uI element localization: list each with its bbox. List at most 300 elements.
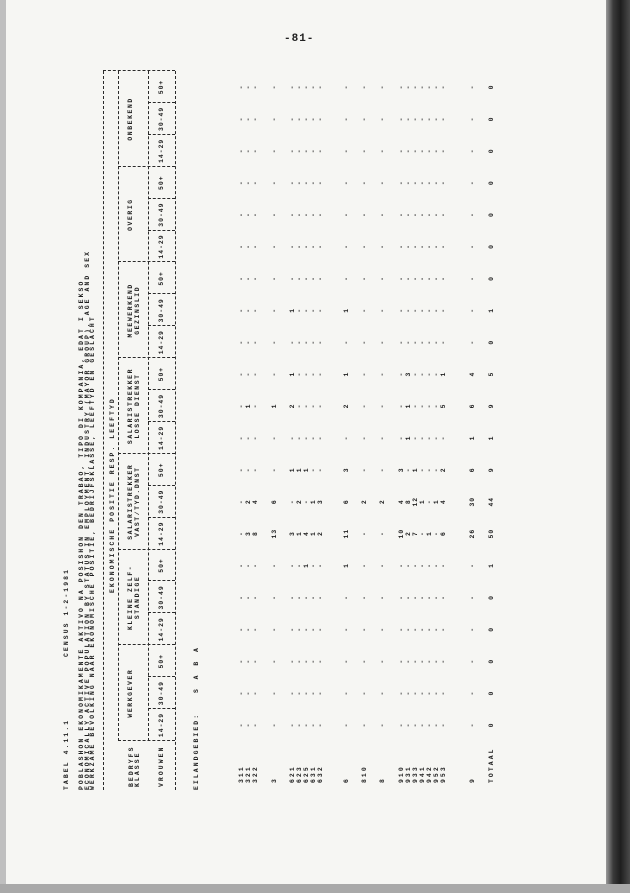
group-header-rule bbox=[118, 71, 119, 741]
table-cell: 1 bbox=[296, 467, 303, 473]
table-cell: - bbox=[433, 594, 440, 600]
table-cell: 5 bbox=[488, 371, 495, 377]
table-cell: - bbox=[289, 626, 296, 632]
table-cell: - bbox=[343, 148, 350, 154]
table-cell: - bbox=[303, 212, 310, 218]
table-cell: - bbox=[238, 148, 245, 154]
table-cell: 9 bbox=[488, 403, 495, 409]
row-label: 322 bbox=[252, 765, 259, 783]
table-cell: - bbox=[310, 594, 317, 600]
table-cell: - bbox=[252, 307, 259, 313]
age-label: 50+ bbox=[158, 653, 165, 669]
table-cell: - bbox=[252, 563, 259, 568]
table-cell: - bbox=[252, 116, 259, 122]
table-cell: - bbox=[289, 499, 296, 505]
table-cell: - bbox=[303, 658, 310, 664]
table-cell: - bbox=[469, 722, 476, 728]
table-cell: - bbox=[361, 626, 368, 632]
table-cell: 8 bbox=[405, 499, 412, 505]
table-cell: 0 bbox=[488, 594, 495, 600]
table-cell: - bbox=[343, 626, 350, 632]
group-name: ONBEKEND bbox=[127, 97, 134, 141]
table-cell: - bbox=[469, 594, 476, 600]
age-separator bbox=[148, 325, 175, 326]
table-cell: - bbox=[412, 563, 419, 568]
table-cell: 4 bbox=[252, 499, 259, 505]
table-cell: - bbox=[361, 690, 368, 696]
table-cell: 0 bbox=[488, 690, 495, 696]
age-separator bbox=[148, 230, 175, 231]
row-label: 311 bbox=[238, 765, 245, 783]
table-cell: - bbox=[289, 212, 296, 218]
table-cell: - bbox=[238, 116, 245, 122]
table-cell: - bbox=[303, 722, 310, 728]
table-cell: - bbox=[379, 116, 386, 122]
table-cell: - bbox=[440, 658, 447, 664]
table-cell: - bbox=[419, 403, 426, 409]
table-cell: - bbox=[245, 148, 252, 154]
table-cell: 4 bbox=[469, 371, 476, 377]
table-cell: - bbox=[271, 626, 278, 632]
table-cell: - bbox=[426, 116, 433, 122]
table-cell: - bbox=[379, 563, 386, 568]
table-cell: - bbox=[398, 180, 405, 186]
table-cell: - bbox=[379, 371, 386, 377]
table-cell: - bbox=[317, 594, 324, 600]
table-cell: - bbox=[252, 722, 259, 728]
table-cell: - bbox=[317, 307, 324, 313]
age-label: 30-49 bbox=[158, 585, 165, 610]
table-cell: 1 bbox=[488, 563, 495, 568]
table-cell: - bbox=[405, 563, 412, 568]
table-cell: - bbox=[245, 371, 252, 377]
table-cell: - bbox=[271, 435, 278, 441]
table-cell: - bbox=[238, 180, 245, 186]
table-cell: - bbox=[433, 403, 440, 409]
table-cell: - bbox=[271, 148, 278, 154]
group-name: OVERIG bbox=[127, 198, 134, 231]
table-cell: - bbox=[303, 626, 310, 632]
table-cell: - bbox=[398, 339, 405, 345]
group-separator bbox=[118, 262, 175, 263]
table-cell: - bbox=[361, 371, 368, 377]
table-cell: 0 bbox=[488, 658, 495, 664]
table-cell: - bbox=[419, 275, 426, 281]
table-cell: - bbox=[405, 658, 412, 664]
table-cell: - bbox=[317, 690, 324, 696]
age-separator bbox=[148, 676, 175, 677]
table-cell: - bbox=[440, 180, 447, 186]
table-cell: - bbox=[310, 84, 317, 90]
table-cell: - bbox=[303, 690, 310, 696]
page-number: -81- bbox=[284, 33, 315, 45]
table-cell: - bbox=[245, 244, 252, 249]
table-cell: - bbox=[412, 371, 419, 377]
table-cell: - bbox=[343, 722, 350, 728]
table-cell: - bbox=[238, 244, 245, 249]
table-cell: - bbox=[433, 371, 440, 377]
table-cell: - bbox=[361, 148, 368, 154]
table-cell: 1 bbox=[426, 531, 433, 537]
table-cell: - bbox=[379, 180, 386, 186]
table-cell: - bbox=[271, 275, 278, 281]
table-cell: - bbox=[310, 275, 317, 281]
table-cell: - bbox=[426, 403, 433, 409]
table-cell: - bbox=[361, 531, 368, 537]
table-cell: - bbox=[419, 467, 426, 473]
table-cell: - bbox=[343, 244, 350, 249]
table-cell: - bbox=[303, 594, 310, 600]
table-cell: 1 bbox=[469, 435, 476, 441]
table-cell: - bbox=[310, 212, 317, 218]
age-separator bbox=[148, 485, 175, 486]
table-cell: - bbox=[398, 658, 405, 664]
group-name-line2: VAST/TYD.DNST bbox=[134, 466, 141, 538]
table-cell: - bbox=[317, 658, 324, 664]
table-cell: 6 bbox=[343, 499, 350, 505]
table-cell: - bbox=[238, 690, 245, 696]
age-label: 50+ bbox=[158, 558, 165, 573]
table-cell: - bbox=[245, 116, 252, 122]
table-cell: - bbox=[379, 658, 386, 664]
title-dutch: WERKZAME BEVOLKING NAAR EKONOMISCHE POSITIE, BEDRIJFSKLASSE, LEEFTYD EN GESLACHT bbox=[89, 315, 96, 790]
table-cell: - bbox=[440, 722, 447, 728]
table-cell: - bbox=[289, 116, 296, 122]
table-cell: - bbox=[271, 244, 278, 249]
age-label: 30-49 bbox=[158, 202, 165, 227]
table-cell: - bbox=[271, 371, 278, 377]
table-cell: - bbox=[317, 244, 324, 249]
group-separator bbox=[118, 644, 175, 645]
table-cell: 6 bbox=[271, 499, 278, 505]
age-label: 14-29 bbox=[158, 425, 165, 450]
table-cell: - bbox=[317, 212, 324, 218]
table-cell: - bbox=[245, 435, 252, 441]
table-cell: - bbox=[405, 690, 412, 696]
table-cell: - bbox=[419, 658, 426, 664]
table-cell: - bbox=[271, 690, 278, 696]
group-separator bbox=[118, 357, 175, 358]
table-cell: - bbox=[361, 84, 368, 90]
table-cell: 8 bbox=[252, 531, 259, 537]
table-cell: 1 bbox=[412, 467, 419, 473]
row-label: 632 bbox=[317, 765, 324, 783]
table-cell: - bbox=[271, 116, 278, 122]
table-cell: - bbox=[419, 244, 426, 249]
group-name: MEEWERKEND bbox=[127, 283, 134, 338]
table-cell: - bbox=[343, 116, 350, 122]
table-cell: - bbox=[289, 722, 296, 728]
table-cell: 3 bbox=[398, 467, 405, 473]
table-cell: - bbox=[289, 84, 296, 90]
row-label: 933 bbox=[412, 765, 419, 783]
group-name-line2: LOSSE DIENST bbox=[134, 373, 141, 439]
table-cell: - bbox=[426, 435, 433, 441]
table-cell: 6 bbox=[469, 467, 476, 473]
table-cell: - bbox=[296, 435, 303, 441]
table-cell: - bbox=[310, 307, 317, 313]
table-cell: 2 bbox=[343, 403, 350, 409]
table-cell: - bbox=[405, 307, 412, 313]
table-cell: - bbox=[310, 148, 317, 154]
table-cell: - bbox=[361, 722, 368, 728]
table-cell: - bbox=[296, 563, 303, 568]
table-cell: - bbox=[238, 307, 245, 313]
table-cell: - bbox=[289, 148, 296, 154]
table-cell: - bbox=[303, 403, 310, 409]
row-header-line1: BEDRYFS bbox=[128, 745, 135, 787]
table-cell: - bbox=[252, 84, 259, 90]
table-cell: 1 bbox=[303, 563, 310, 568]
table-cell: - bbox=[310, 180, 317, 186]
row-label: 952 bbox=[433, 765, 440, 783]
table-cell: - bbox=[245, 339, 252, 345]
table-cell: - bbox=[310, 467, 317, 473]
table-cell: - bbox=[238, 212, 245, 218]
table-cell: - bbox=[317, 84, 324, 90]
table-cell: - bbox=[343, 594, 350, 600]
table-cell: 6 bbox=[440, 531, 447, 537]
table-cell: - bbox=[419, 594, 426, 600]
table-cell: 26 bbox=[469, 528, 476, 539]
table-cell: - bbox=[440, 339, 447, 345]
table-cell: - bbox=[433, 435, 440, 441]
table-cell: - bbox=[405, 212, 412, 218]
table-cell: - bbox=[317, 339, 324, 345]
table-cell: - bbox=[303, 244, 310, 249]
table-cell: - bbox=[303, 116, 310, 122]
table-cell: - bbox=[252, 403, 259, 409]
table-cell: 0 bbox=[488, 148, 495, 154]
table-cell: - bbox=[271, 212, 278, 218]
table-cell: - bbox=[398, 116, 405, 122]
table-cell: 2 bbox=[405, 531, 412, 537]
table-cell: - bbox=[343, 690, 350, 696]
table-cell: - bbox=[310, 339, 317, 345]
row-label: 3 bbox=[271, 777, 278, 783]
table-cell: - bbox=[361, 212, 368, 218]
table-cell: - bbox=[469, 275, 476, 281]
table-cell: - bbox=[310, 563, 317, 568]
table-cell: - bbox=[245, 212, 252, 218]
table-cell: - bbox=[412, 339, 419, 345]
row-label: 953 bbox=[440, 765, 447, 783]
table-cell: - bbox=[398, 275, 405, 281]
row-label: 8 bbox=[379, 777, 386, 783]
table-cell: - bbox=[398, 594, 405, 600]
table-cell: - bbox=[433, 339, 440, 345]
table-cell: 0 bbox=[488, 116, 495, 122]
table-cell: 4 bbox=[440, 499, 447, 505]
table-cell: - bbox=[310, 371, 317, 377]
table-cell: - bbox=[405, 244, 412, 249]
table-cell: - bbox=[379, 148, 386, 154]
table-cell: - bbox=[303, 307, 310, 313]
island-name: S A B A bbox=[193, 645, 200, 693]
table-cell: - bbox=[426, 180, 433, 186]
group-header: EKONOMISCHE POSITIE RESP. LEEFTYD bbox=[109, 397, 116, 593]
table-cell: 44 bbox=[488, 496, 495, 507]
table-cell: 30 bbox=[469, 496, 476, 507]
table-cell: - bbox=[343, 435, 350, 441]
table-cell: - bbox=[426, 594, 433, 600]
age-label: 30-49 bbox=[158, 106, 165, 131]
row-header-separator bbox=[118, 740, 175, 741]
table-cell: - bbox=[469, 212, 476, 218]
table-cell: - bbox=[469, 563, 476, 568]
table-cell: 2 bbox=[296, 499, 303, 505]
table-cell: - bbox=[379, 84, 386, 90]
table-cell: - bbox=[238, 499, 245, 505]
table-cell: 2 bbox=[361, 499, 368, 505]
table-cell: - bbox=[310, 626, 317, 632]
table-cell: - bbox=[296, 244, 303, 249]
table-cell: - bbox=[245, 658, 252, 664]
row-label: TOTAAL bbox=[488, 747, 495, 783]
table-cell: - bbox=[398, 563, 405, 568]
table-cell: - bbox=[252, 626, 259, 632]
table-cell: - bbox=[317, 626, 324, 632]
age-label: 14-29 bbox=[158, 234, 165, 259]
age-label: 50+ bbox=[158, 271, 165, 286]
table-cell: - bbox=[469, 307, 476, 313]
row-label: 9 bbox=[469, 777, 476, 783]
table-cell: - bbox=[398, 307, 405, 313]
table-cell: - bbox=[252, 339, 259, 345]
table-cell: - bbox=[296, 84, 303, 90]
table-cell: - bbox=[405, 275, 412, 281]
age-separator bbox=[148, 612, 175, 613]
table-cell: 1 bbox=[343, 563, 350, 568]
table-cell: - bbox=[426, 467, 433, 473]
table-cell: - bbox=[271, 307, 278, 313]
table-cell: - bbox=[296, 658, 303, 664]
table-cell: 3 bbox=[343, 467, 350, 473]
age-separator bbox=[148, 517, 175, 518]
table-cell: - bbox=[412, 658, 419, 664]
table-cell: - bbox=[440, 626, 447, 632]
table-cell: - bbox=[469, 690, 476, 696]
table-cell: - bbox=[245, 307, 252, 313]
table-cell: - bbox=[426, 244, 433, 249]
table-cell: - bbox=[440, 212, 447, 218]
group-separator bbox=[118, 453, 175, 454]
table-cell: - bbox=[289, 435, 296, 441]
table-cell: - bbox=[379, 275, 386, 281]
table-cell: - bbox=[343, 212, 350, 218]
table-cell: - bbox=[296, 722, 303, 728]
table-cell: - bbox=[289, 658, 296, 664]
table-cell: - bbox=[412, 435, 419, 441]
table-cell: - bbox=[440, 594, 447, 600]
table-cell: 1 bbox=[440, 371, 447, 377]
table-cell: 5 bbox=[440, 403, 447, 409]
table-cell: 11 bbox=[343, 528, 350, 539]
table-cell: - bbox=[419, 339, 426, 345]
table-cell: 2 bbox=[245, 499, 252, 505]
table-cell: - bbox=[303, 180, 310, 186]
table-cell: - bbox=[433, 626, 440, 632]
table-cell: - bbox=[245, 722, 252, 728]
table-cell: - bbox=[405, 84, 412, 90]
table-cell: - bbox=[398, 244, 405, 249]
table-cell: - bbox=[303, 84, 310, 90]
table-cell: 9 bbox=[488, 467, 495, 473]
table-cell: 0 bbox=[488, 722, 495, 728]
table-cell: 2 bbox=[379, 499, 386, 505]
table-cell: 6 bbox=[469, 403, 476, 409]
table-cell: - bbox=[426, 690, 433, 696]
table-cell: - bbox=[405, 722, 412, 728]
table-cell: - bbox=[433, 722, 440, 728]
table-cell: - bbox=[379, 594, 386, 600]
table-cell: 3 bbox=[289, 531, 296, 537]
table-cell: 0 bbox=[488, 180, 495, 186]
row-label: 631 bbox=[310, 765, 317, 783]
table-cell: - bbox=[317, 275, 324, 281]
table-cell: - bbox=[426, 626, 433, 632]
table-cell: - bbox=[245, 180, 252, 186]
table-cell: 12 bbox=[412, 496, 419, 507]
table-cell: - bbox=[412, 116, 419, 122]
table-cell: - bbox=[379, 307, 386, 313]
table-cell: 1 bbox=[419, 499, 426, 505]
group-name: SALARISTREKKER bbox=[127, 463, 134, 540]
row-header-line2: KLASSE bbox=[134, 751, 141, 787]
table-cell: - bbox=[296, 403, 303, 409]
table-cell: - bbox=[361, 244, 368, 249]
table-cell: - bbox=[398, 722, 405, 728]
table-cell: - bbox=[469, 148, 476, 154]
table-cell: - bbox=[433, 180, 440, 186]
title-papiamentu: POBLASHON EKONOMIKAMENTE AKTIVO NA POSISHON DEN TRABAO, TIPO DI KOMPANIA, EDAT I SEKSO bbox=[78, 279, 85, 790]
table-cell: - bbox=[252, 275, 259, 281]
table-cell: - bbox=[317, 403, 324, 409]
table-cell: - bbox=[317, 371, 324, 377]
table-cell: - bbox=[289, 275, 296, 281]
age-label: 14-29 bbox=[158, 617, 165, 642]
census-label: CENSUS 1-2-1981 bbox=[63, 567, 70, 657]
table-cell: - bbox=[361, 339, 368, 345]
table-cell: - bbox=[310, 722, 317, 728]
table-cell: - bbox=[238, 339, 245, 345]
group-name-line2: STANDIGE bbox=[134, 575, 141, 620]
table-cell: 0 bbox=[488, 244, 495, 249]
table-cell: - bbox=[245, 275, 252, 281]
table-cell: - bbox=[238, 84, 245, 90]
table-cell: - bbox=[419, 531, 426, 537]
age-label: 14-29 bbox=[158, 138, 165, 163]
table-cell: - bbox=[419, 84, 426, 90]
age-label: 14-29 bbox=[158, 712, 165, 738]
table-cell: - bbox=[426, 499, 433, 505]
table-cell: - bbox=[361, 658, 368, 664]
table-cell: - bbox=[405, 626, 412, 632]
table-cell: - bbox=[398, 403, 405, 409]
row-label: 931 bbox=[405, 765, 412, 783]
table-cell: - bbox=[271, 84, 278, 90]
table-cell: 1 bbox=[488, 435, 495, 441]
table-cell: - bbox=[469, 339, 476, 345]
header-right-edge bbox=[103, 70, 175, 71]
table-cell: - bbox=[271, 563, 278, 568]
age-label: 50+ bbox=[158, 175, 165, 190]
age-label: 50+ bbox=[158, 462, 165, 478]
table-cell: 0 bbox=[488, 275, 495, 281]
age-separator bbox=[148, 708, 175, 709]
table-cell: - bbox=[317, 180, 324, 186]
table-cell: - bbox=[238, 722, 245, 728]
